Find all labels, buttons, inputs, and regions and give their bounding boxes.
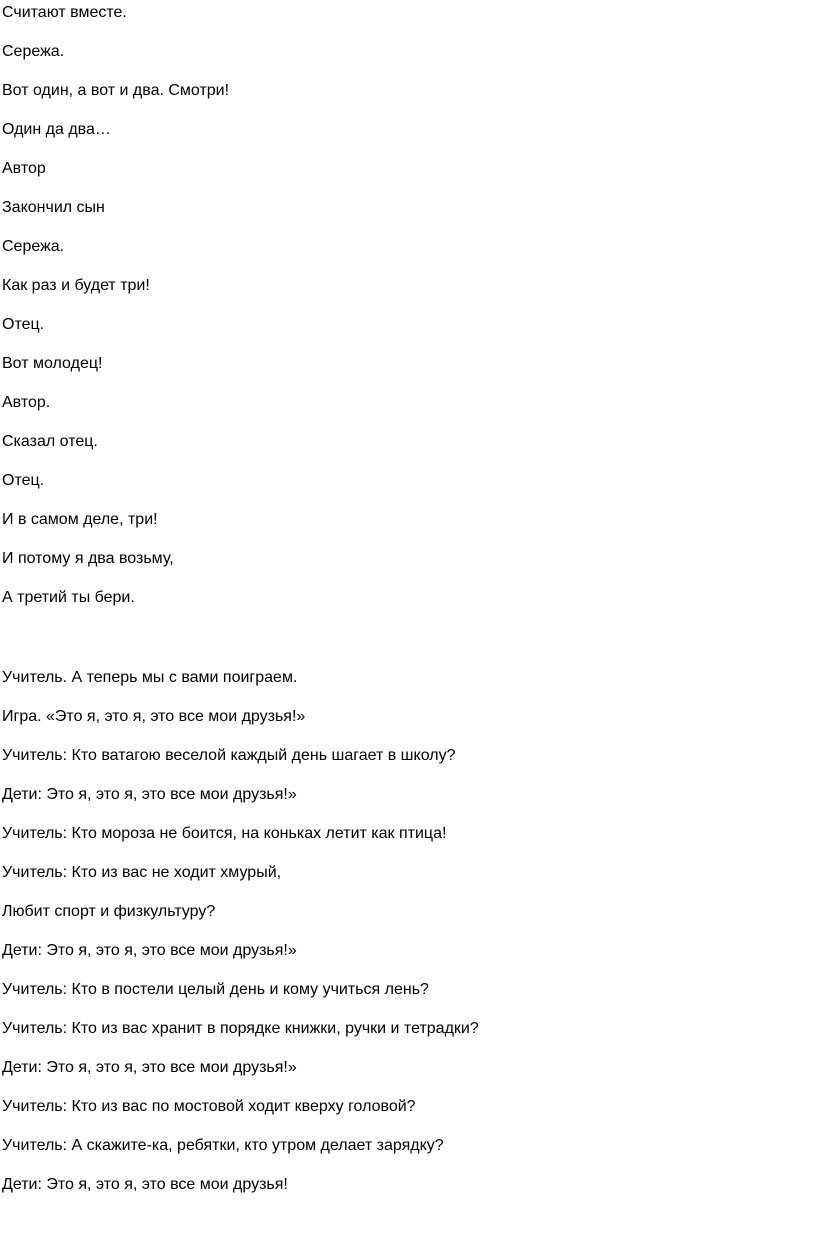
text-line: И потому я два возьму, [2,550,174,567]
text-line: Дети: Это я, это я, это все мои друзья!» [2,786,297,803]
text-line: Дети: Это я, это я, это все мои друзья!» [2,942,297,959]
text-line: Автор [2,160,46,177]
text-line: Любит спорт и физкультуру? [2,903,216,920]
text-line: Сказал отец. [2,433,98,450]
text-line: Считают вместе. [2,4,127,21]
text-line: Учитель: Кто ватагою веселой каждый день шагает в школу? [2,747,456,764]
text-line: И в самом деле, три! [2,511,158,528]
text-line: Автор. [2,394,51,411]
text-line: Дети: Это я, это я, это все мои друзья! [2,1176,288,1193]
text-line: Один да два… [2,121,111,138]
text-line: Вот один, а вот и два. Смотри! [2,82,230,99]
text-line: Учитель. А теперь мы с вами поиграем. [2,669,298,686]
text-line: Закончил сын [2,199,105,216]
text-line: Учитель: Кто из вас хранит в порядке книжки, ручки и тетрадки? [2,1020,479,1037]
text-line: Отец. [2,316,45,333]
text-line: Вот молодец! [2,355,103,372]
text-line: Учитель: А скажите-ка, ребятки, кто утром делает зарядку? [2,1137,444,1154]
text-line: Отец. [2,472,45,489]
text-line: Как раз и будет три! [2,277,150,294]
text-line: Учитель: Кто из вас по мостовой ходит кверху головой? [2,1098,416,1115]
text-line: Учитель: Кто в постели целый день и кому учиться лень? [2,981,429,998]
text-line: Сережа. [2,238,65,255]
text-line: Учитель: Кто мороза не боится, на коньках летит как птица! [2,825,447,842]
text-line: Игра. «Это я, это я, это все мои друзья!» [2,708,306,725]
text-line: Дети: Это я, это я, это все мои друзья!» [2,1059,297,1076]
text-line: А третий ты бери. [2,589,135,606]
text-line: Сережа. [2,43,65,60]
text-line: Учитель: Кто из вас не ходит хмурый, [2,864,282,881]
